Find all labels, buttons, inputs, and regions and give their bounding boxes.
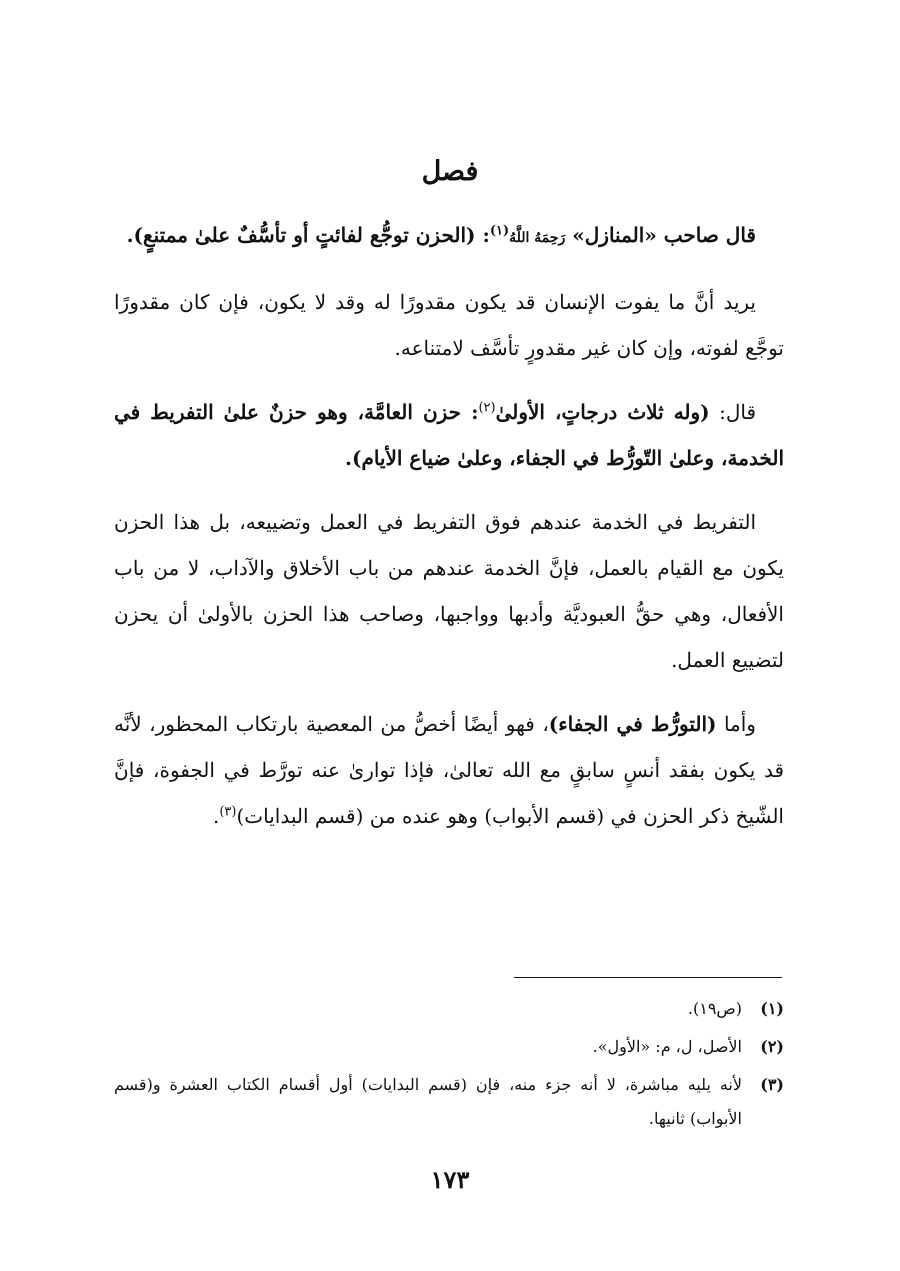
footnote-2 [114,1030,784,1064]
paragraph-1 [114,212,784,261]
footnotes [114,992,784,1140]
footnote-ref-3[interactable]: (٣) [219,804,237,820]
honorific-text: رَحِمَهُ اللَّهُ [509,230,566,246]
footnote-ref-1[interactable]: (١) [489,223,510,239]
main-text [114,212,784,857]
footnote-1 [114,992,784,1026]
paragraph-2: يريد أنَّ ما يفوت الإنسان قد يكون مقدورًا له وقد لا يكون، فإن كان مقدورًا توجَّع لفوته، وإن كان غير مقدورٍ تأسَّف لامتناعه. [114,290,784,360]
footnote-text: لأنه يليه مباشرة، لا أنه جزء منه، فإن (قسم البدايات) أول أقسام الكتاب العشرة و(قسم الأبواب) ثانيها. [114,1075,742,1128]
footnote-divider [514,977,782,978]
p5-lead: وأما [716,712,756,736]
footnote-number: (١) [760,999,784,1018]
p3-quote-part1: (وله ثلاث درجاتٍ، الأولىٰ [495,400,710,424]
p5-end: . [212,804,220,828]
p3-quote-part2: : حزن العامَّة، وهو حزنٌ علىٰ التفريط في الخدمة، وعلىٰ التّورُّط في الجفاء، وعلىٰ ضياع الأيام). [114,400,784,470]
paragraph-5 [114,701,784,839]
page-number: ١٧٣ [430,1165,470,1194]
footnote-ref-2[interactable]: (٢) [478,400,496,416]
footnote-text: (ص١٩). [687,999,742,1018]
footnote-number: (٢) [760,1037,784,1056]
p1-quote: : (الحزن توجُّع لفائتٍ أو تأسُّفٌ علىٰ ممتنعٍ). [126,223,490,247]
paragraph-3 [114,389,784,481]
section-heading: فصل [421,156,479,187]
paragraph-4: التفريط في الخدمة عندهم فوق التفريط في العمل وتضييعه، بل هذا الحزن يكون مع القيام بالعمل، فإنَّ الخدمة عندهم من باب الأخلاق والآداب، لا من باب الأفعال، وهي حقُّ العبوديَّة وأدبها وواجبها، وصاحب هذا الحزن بالأولىٰ أن يحزن لتضييع العمل. [114,510,784,672]
p3-lead: قال: [709,400,757,424]
p1-lead: قال صاحب «المنازل» [565,223,756,247]
p5-bold-term: (التورُّط في الجفاء) [548,712,717,736]
footnote-3 [114,1068,784,1136]
footnote-text: الأصل، ل، م: «الأول». [592,1037,742,1056]
p5-text: ، فهو أيضًا أخصُّ من المعصية بارتكاب المحظور، لأنَّه قد يكون بفقد أنسٍ سابقٍ مع الله تعالىٰ، فإذا توارىٰ عنه تورَّط في الجفوة، فإنَّ الشّيخ ذكر الحزن في (قسم الأبواب) وهو عنده من (قسم البدايات) [114,712,784,828]
footnote-number: (٣) [760,1075,784,1094]
